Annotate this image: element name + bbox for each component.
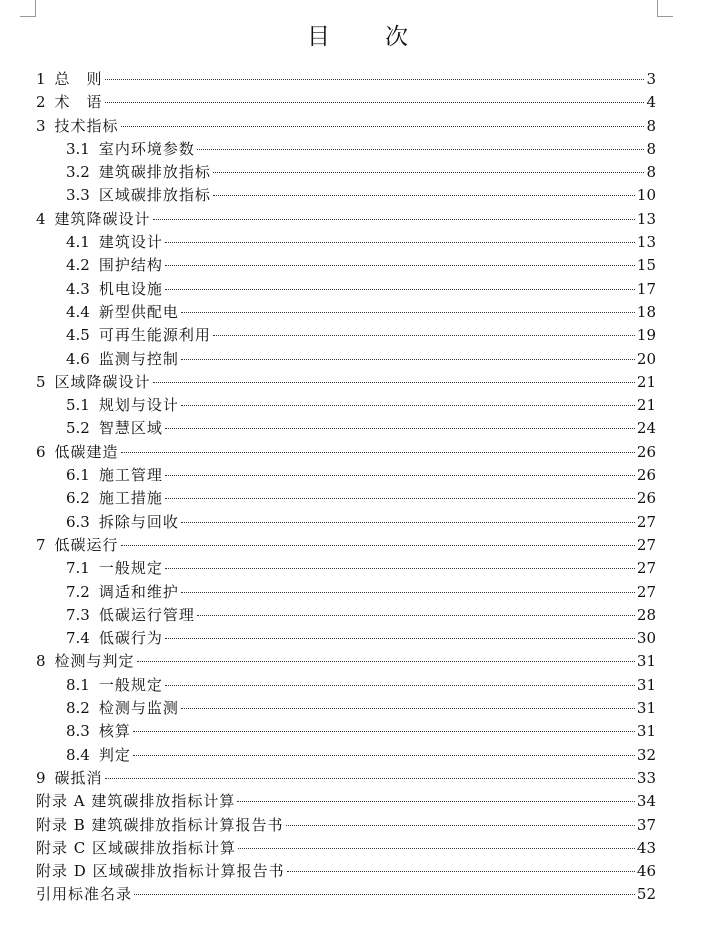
toc-entry-page: 27 [636, 512, 656, 531]
toc-entry-number: 3.2 [66, 163, 90, 182]
toc-entry-title: 低碳运行管理 [98, 605, 195, 624]
toc-entry-title: 附录 D 区域碳排放指标计算报告书 [36, 862, 285, 881]
toc-entry-title: 一般规定 [98, 559, 163, 578]
toc-entry-title: 室内环境参数 [98, 139, 195, 158]
toc-entry-title: 碳抵消 [54, 768, 103, 787]
toc-entry-page: 10 [636, 186, 656, 205]
toc-entry-page: 24 [636, 419, 656, 438]
toc-entry-page: 27 [636, 559, 656, 578]
toc-entry[interactable] [36, 115, 656, 138]
toc-entry[interactable] [36, 68, 656, 91]
toc-entry-title: 新型供配电 [98, 302, 179, 321]
toc-entry[interactable] [36, 278, 656, 301]
toc-dot-leader [181, 359, 635, 360]
toc-dot-leader [213, 195, 635, 196]
toc-entry[interactable] [36, 324, 656, 347]
toc-entry-title: 施工管理 [98, 466, 163, 485]
toc-entry-number: 9 [36, 768, 46, 787]
toc-entry-title: 低碳运行 [54, 535, 119, 554]
toc-entry-number: 8 [36, 652, 46, 671]
toc-entry-number: 7.2 [66, 582, 90, 601]
toc-entry[interactable] [36, 208, 656, 231]
toc-entry-title: 核算 [98, 722, 131, 741]
toc-entry-title: 低碳行为 [98, 629, 163, 648]
toc-entry[interactable] [36, 371, 656, 394]
toc-entry-title: 建筑碳排放指标 [98, 163, 211, 182]
toc-entry-number: 8.1 [66, 675, 90, 694]
toc-dot-leader [153, 219, 635, 220]
toc-entry-page: 27 [636, 582, 656, 601]
crop-mark-top-right [657, 0, 658, 16]
toc-entry[interactable] [36, 487, 656, 510]
toc-entry-title: 调适和维护 [98, 582, 179, 601]
toc-entry-number: 7.4 [66, 629, 90, 648]
toc-dot-leader [286, 825, 635, 826]
toc-entry-title: 区域降碳设计 [54, 372, 151, 391]
toc-entry-title: 附录 B 建筑碳排放指标计算报告书 [36, 815, 284, 834]
toc-dot-leader [197, 149, 645, 150]
toc-entry[interactable] [36, 581, 656, 604]
toc-entry-page: 26 [636, 466, 656, 485]
toc-entry[interactable] [36, 697, 656, 720]
toc-entry[interactable] [36, 744, 656, 767]
toc-dot-leader [165, 685, 635, 686]
toc-dot-leader [213, 172, 645, 173]
toc-entry-page: 43 [636, 838, 656, 857]
toc-entry-page: 31 [636, 699, 656, 718]
toc-entry-page: 31 [636, 722, 656, 741]
toc-entry-number: 4.4 [66, 302, 90, 321]
toc-dot-leader [181, 592, 635, 593]
toc-entry-title: 监测与控制 [98, 349, 179, 368]
toc-entry-page: 46 [636, 862, 656, 881]
toc-entry-title: 规划与设计 [98, 396, 179, 415]
toc-dot-leader [287, 871, 635, 872]
toc-dot-leader [213, 335, 635, 336]
toc-entry-title: 一般规定 [98, 675, 163, 694]
toc-entry-title: 检测与判定 [54, 652, 135, 671]
toc-entry-title: 机电设施 [98, 279, 163, 298]
toc-dot-leader [165, 475, 635, 476]
toc-entry-page: 13 [636, 209, 656, 228]
toc-entry-title: 施工措施 [98, 489, 163, 508]
toc-dot-leader [137, 661, 635, 662]
toc-entry-number: 4.6 [66, 349, 90, 368]
toc-entry[interactable] [36, 604, 656, 627]
crop-mark-top-right [657, 16, 673, 17]
toc-entry-title: 引用标准名录 [36, 885, 133, 904]
toc-entry-number: 7.1 [66, 559, 90, 578]
toc-entry-title: 智慧区域 [98, 419, 163, 438]
toc-entry-page: 31 [636, 652, 656, 671]
toc-entry-page: 33 [636, 768, 656, 787]
toc-entry-number: 4.1 [66, 233, 90, 252]
toc-entry-page: 32 [636, 745, 656, 764]
toc-dot-leader [181, 405, 635, 406]
toc-entry-page: 26 [636, 489, 656, 508]
toc-entry[interactable] [36, 441, 656, 464]
toc-dot-leader [121, 545, 635, 546]
toc-entry-page: 19 [636, 326, 656, 345]
toc-entry[interactable] [36, 464, 656, 487]
toc-entry-number: 4 [36, 209, 46, 228]
table-of-contents [36, 68, 656, 907]
toc-entry-title: 技术指标 [54, 116, 119, 135]
toc-entry-number: 3.3 [66, 186, 90, 205]
toc-entry[interactable] [36, 674, 656, 697]
toc-entry-page: 30 [636, 629, 656, 648]
page-title: 目 次 [307, 24, 424, 50]
toc-entry-page: 34 [636, 792, 656, 811]
toc-entry-number: 6 [36, 442, 46, 461]
toc-dot-leader [181, 312, 635, 313]
toc-entry[interactable] [36, 557, 656, 580]
toc-entry[interactable] [36, 184, 656, 207]
toc-entry-number: 2 [36, 93, 46, 112]
toc-entry-number: 8.3 [66, 722, 90, 741]
toc-entry-title: 检测与监测 [98, 699, 179, 718]
toc-entry-page: 4 [646, 93, 656, 112]
toc-entry-number: 5 [36, 372, 46, 391]
toc-entry-page: 15 [636, 256, 656, 275]
toc-entry[interactable] [36, 790, 656, 813]
toc-entry-page: 13 [636, 233, 656, 252]
toc-dot-leader [165, 428, 635, 429]
toc-entry-page: 28 [636, 605, 656, 624]
toc-entry[interactable] [36, 417, 656, 440]
toc-entry-page: 27 [636, 535, 656, 554]
toc-entry[interactable] [36, 301, 656, 324]
toc-entry-title: 低碳建造 [54, 442, 119, 461]
toc-entry-title: 围护结构 [98, 256, 163, 275]
toc-entry[interactable] [36, 720, 656, 743]
toc-entry-number: 4.3 [66, 279, 90, 298]
toc-dot-leader [165, 289, 635, 290]
toc-entry-title: 总 则 [54, 70, 103, 88]
toc-entry-page: 20 [636, 349, 656, 368]
toc-dot-leader [181, 522, 635, 523]
toc-dot-leader [105, 102, 645, 103]
toc-entry[interactable] [36, 348, 656, 371]
toc-entry-page: 52 [636, 885, 656, 904]
toc-entry-title: 附录 A 建筑碳排放指标计算 [36, 792, 236, 811]
toc-entry-title: 建筑降碳设计 [54, 209, 151, 228]
toc-dot-leader [121, 126, 645, 127]
toc-entry-number: 4.2 [66, 256, 90, 275]
toc-dot-leader [134, 894, 635, 895]
toc-entry[interactable] [36, 138, 656, 161]
toc-entry[interactable] [36, 91, 656, 114]
toc-dot-leader [153, 382, 635, 383]
toc-dot-leader [165, 568, 635, 569]
toc-entry-number: 7 [36, 535, 46, 554]
toc-dot-leader [197, 615, 635, 616]
toc-dot-leader [165, 265, 635, 266]
toc-entry-number: 6.2 [66, 489, 90, 508]
toc-entry[interactable] [36, 814, 656, 837]
toc-entry-page: 26 [636, 442, 656, 461]
toc-dot-leader [238, 848, 635, 849]
toc-entry-page: 37 [636, 815, 656, 834]
toc-dot-leader [105, 79, 645, 80]
toc-entry-number: 1 [36, 70, 46, 88]
toc-entry-number: 5.1 [66, 396, 90, 415]
toc-entry[interactable] [36, 837, 656, 860]
toc-dot-leader [105, 778, 635, 779]
toc-entry-page: 8 [646, 163, 656, 182]
toc-entry[interactable] [36, 767, 656, 790]
toc-entry-title: 术 语 [54, 93, 103, 112]
toc-entry-title: 附录 C 区域碳排放指标计算 [36, 838, 237, 857]
toc-entry-number: 6.3 [66, 512, 90, 531]
toc-entry-title: 建筑设计 [98, 233, 163, 252]
toc-entry-page: 3 [646, 70, 656, 88]
toc-entry-page: 18 [636, 302, 656, 321]
toc-entry-title: 区域碳排放指标 [98, 186, 211, 205]
crop-mark-top-left [35, 0, 36, 16]
toc-dot-leader [133, 755, 635, 756]
toc-dot-leader [165, 498, 635, 499]
toc-entry-page: 8 [646, 139, 656, 158]
toc-entry-page: 21 [636, 396, 656, 415]
toc-dot-leader [165, 242, 635, 243]
toc-entry-number: 3 [36, 116, 46, 135]
toc-dot-leader [165, 638, 635, 639]
toc-entry[interactable] [36, 883, 656, 906]
toc-entry[interactable] [36, 650, 656, 673]
toc-entry-number: 7.3 [66, 605, 90, 624]
toc-entry-number: 8.2 [66, 699, 90, 718]
toc-entry[interactable] [36, 627, 656, 650]
toc-entry-number: 4.5 [66, 326, 90, 345]
toc-entry-page: 31 [636, 675, 656, 694]
toc-entry-number: 8.4 [66, 745, 90, 764]
toc-entry-page: 17 [636, 279, 656, 298]
toc-entry-number: 5.2 [66, 419, 90, 438]
toc-entry-number: 3.1 [66, 139, 90, 158]
toc-entry[interactable] [36, 394, 656, 417]
toc-dot-leader [237, 801, 635, 802]
toc-entry-title: 拆除与回收 [98, 512, 179, 531]
toc-entry[interactable] [36, 161, 656, 184]
toc-dot-leader [133, 731, 635, 732]
toc-entry-title: 判定 [98, 745, 131, 764]
toc-entry[interactable] [36, 534, 656, 557]
toc-entry-number: 6.1 [66, 466, 90, 485]
toc-entry-title: 可再生能源利用 [98, 326, 211, 345]
toc-entry[interactable] [36, 254, 656, 277]
crop-mark-top-left [20, 16, 36, 17]
toc-entry-page: 8 [646, 116, 656, 135]
toc-entry[interactable] [36, 860, 656, 883]
toc-entry-page: 21 [636, 372, 656, 391]
toc-dot-leader [121, 452, 635, 453]
toc-dot-leader [181, 708, 635, 709]
toc-entry[interactable] [36, 511, 656, 534]
toc-entry[interactable] [36, 231, 656, 254]
